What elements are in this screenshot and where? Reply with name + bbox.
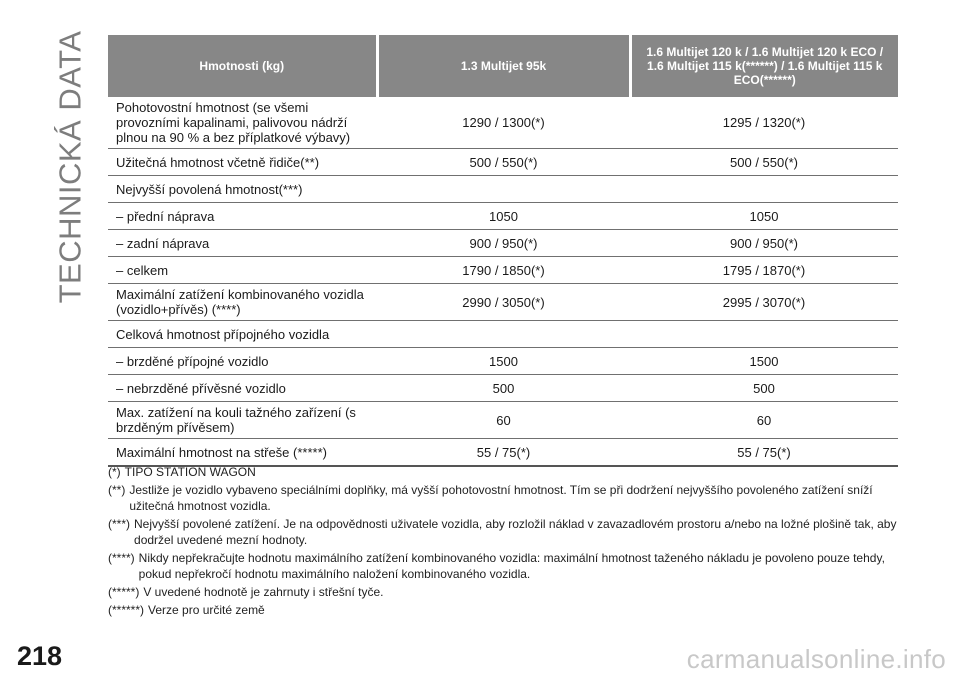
value-1-6 [630, 321, 898, 348]
footnote-text: TIPO STATION WAGON [124, 465, 256, 479]
value-1-3: 60 [377, 402, 630, 439]
page-number: 218 [17, 641, 63, 671]
section-title-text: TECHNICKÁ DATA [52, 30, 88, 304]
table-header [108, 35, 898, 97]
row-label: – nebrzděné přívěsné vozidlo [108, 375, 377, 402]
value-1-6: 500 [630, 375, 898, 402]
table-row [108, 257, 898, 284]
value-1-6: 1500 [630, 348, 898, 375]
footnote-text: Jestliže je vozidlo vybaveno speciálními doplňky, má vyšší pohotovostní hmotnost. Tím se při dodržení nejvyššího povoleného zatížení sníží užitečná hmotnost vozidla. [129, 483, 873, 513]
row-label: – přední náprava [108, 203, 377, 230]
value-1-6: 1795 / 1870(*) [630, 257, 898, 284]
value-1-3: 1050 [377, 203, 630, 230]
table-row [108, 97, 898, 149]
table-row [108, 321, 898, 348]
watermark: carmanualsonline.info [686, 644, 946, 674]
row-label: Max. zatížení na kouli tažného zařízení (s brzděným přívěsem) [108, 402, 377, 439]
footnote [108, 584, 900, 600]
table-row [108, 402, 898, 439]
value-1-6: 60 [630, 402, 898, 439]
value-1-3: 1290 / 1300(*) [377, 97, 630, 149]
footnote-mark: (***) [108, 517, 131, 531]
table-row [108, 284, 898, 321]
footnote [108, 602, 900, 618]
footnote [108, 550, 900, 582]
row-label: Nejvyšší povolená hmotnost(***) [108, 176, 377, 203]
table-row [108, 203, 898, 230]
row-label: – celkem [108, 257, 377, 284]
footnote-text: Nejvyšší povolené zatížení. Je na odpovědnosti uživatele vozidla, aby rozložil náklad v zavazadlovém prostoru a/nebo na ložné plošině tak, aby dodržel uvedené mezní hodnoty. [134, 517, 897, 547]
header-engine-1-6: 1.6 Multijet 120 k / 1.6 Multijet 120 k ECO / 1.6 Multijet 115 k(******) / 1.6 Multijet 115 k ECO(******) [630, 35, 898, 97]
value-1-3: 55 / 75(*) [377, 439, 630, 467]
footnote-text: Nikdy nepřekračujte hodnotu maximálního zatížení kombinovaného vozidla: maximální hmotnost taženého nákladu je povoleno pouze tehdy, pokud nepřekročí hodnotu maximálního naložení kombinovaného vozidla. [138, 551, 885, 581]
footnote-text: Verze pro určité země [148, 603, 265, 617]
row-label: Užitečná hmotnost včetně řidiče(**) [108, 149, 377, 176]
value-1-3: 500 / 550(*) [377, 149, 630, 176]
row-label: Celková hmotnost přípojného vozidla [108, 321, 377, 348]
value-1-6: 2995 / 3070(*) [630, 284, 898, 321]
value-1-3 [377, 176, 630, 203]
table-row [108, 149, 898, 176]
value-1-3: 2990 / 3050(*) [377, 284, 630, 321]
value-1-6: 1050 [630, 203, 898, 230]
value-1-6 [630, 176, 898, 203]
value-1-6: 900 / 950(*) [630, 230, 898, 257]
table-row [108, 176, 898, 203]
value-1-6: 1295 / 1320(*) [630, 97, 898, 149]
footnote-mark: (*****) [108, 585, 140, 599]
value-1-6: 500 / 550(*) [630, 149, 898, 176]
value-1-3: 900 / 950(*) [377, 230, 630, 257]
footnote [108, 482, 900, 514]
weights-table [108, 35, 898, 467]
row-label: – zadní náprava [108, 230, 377, 257]
row-label: – brzděné přípojné vozidlo [108, 348, 377, 375]
table-row [108, 439, 898, 467]
value-1-3: 1790 / 1850(*) [377, 257, 630, 284]
footnote-mark: (******) [108, 603, 145, 617]
footnotes [108, 464, 900, 620]
table-body [108, 97, 898, 466]
value-1-3: 500 [377, 375, 630, 402]
value-1-3 [377, 321, 630, 348]
table-row [108, 375, 898, 402]
row-label: Maximální hmotnost na střeše (*****) [108, 439, 377, 467]
footnote-mark: (****) [108, 551, 135, 565]
table-row [108, 348, 898, 375]
table-row [108, 230, 898, 257]
header-weights: Hmotnosti (kg) [108, 35, 377, 97]
section-title [40, 30, 100, 304]
value-1-3: 1500 [377, 348, 630, 375]
value-1-6: 55 / 75(*) [630, 439, 898, 467]
footnote [108, 464, 900, 480]
footnote-text: V uvedené hodnotě je zahrnuty i střešní tyče. [143, 585, 384, 599]
footnote-mark: (*) [108, 465, 121, 479]
footnote [108, 516, 900, 548]
header-engine-1-3: 1.3 Multijet 95k [377, 35, 630, 97]
footnote-mark: (**) [108, 483, 126, 497]
row-label: Pohotovostní hmotnost (se všemi provozními kapalinami, palivovou nádrží plnou na 90 % a bez příplatkové výbavy) [108, 97, 377, 149]
row-label: Maximální zatížení kombinovaného vozidla (vozidlo+přívěs) (****) [108, 284, 377, 321]
